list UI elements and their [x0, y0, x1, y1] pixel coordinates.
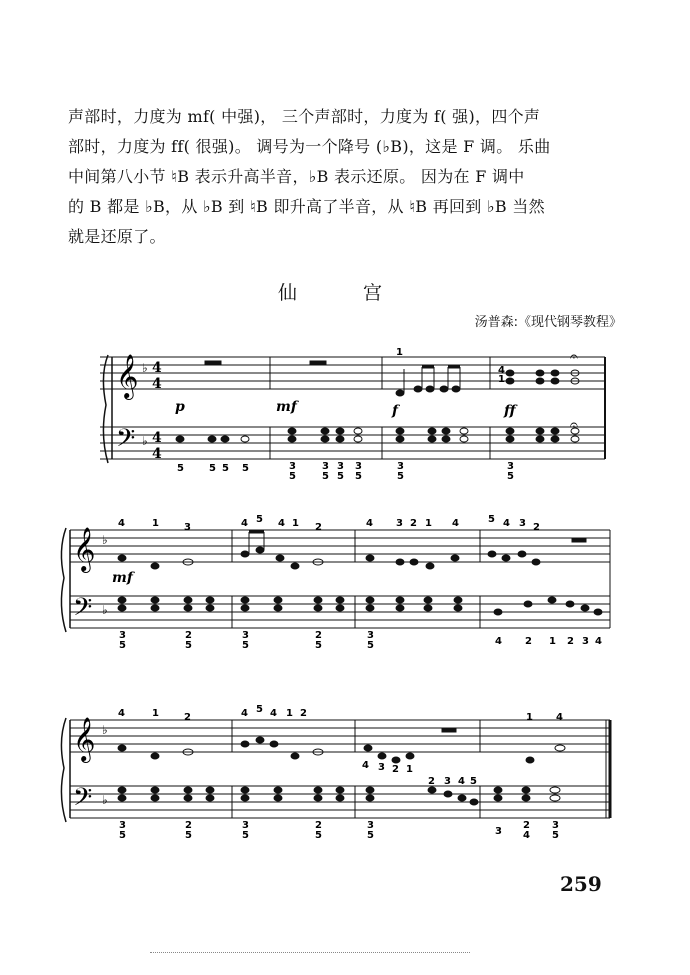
svg-text:4: 4 [556, 712, 563, 723]
svg-text:5: 5 [315, 640, 322, 651]
fermata-icon: 𝄐 [570, 349, 578, 365]
svg-text:5: 5 [119, 640, 126, 651]
svg-text:3: 3 [119, 630, 126, 641]
svg-text:5: 5 [185, 830, 192, 841]
treble-clef-icon: 𝄞 [73, 527, 96, 571]
svg-text:5: 5 [289, 471, 296, 482]
flat-icon: ♭ [102, 723, 108, 737]
svg-text:5: 5 [315, 830, 322, 841]
svg-text:3: 3 [378, 762, 385, 773]
svg-text:3: 3 [495, 826, 502, 837]
svg-text:3: 3 [367, 630, 374, 641]
svg-text:2: 2 [567, 636, 574, 647]
svg-text:5: 5 [242, 463, 249, 474]
body-paragraph [68, 102, 628, 252]
svg-text:4: 4 [452, 518, 459, 529]
svg-text:3: 3 [119, 820, 126, 831]
svg-text:4: 4 [241, 708, 248, 719]
svg-text:3: 3 [444, 776, 451, 787]
svg-text:4: 4 [523, 830, 530, 841]
treble-clef-icon: 𝄞 [116, 354, 139, 398]
svg-text:5: 5 [119, 830, 126, 841]
svg-text:1: 1 [292, 518, 299, 529]
svg-text:5: 5 [322, 471, 329, 482]
footer-divider [150, 952, 470, 954]
svg-text:2: 2 [315, 630, 322, 641]
treble-clef-icon: 𝄞 [73, 717, 96, 761]
dynamic-marking: p [175, 399, 185, 415]
time-signature-bottom: 4 [152, 446, 162, 462]
svg-text:2: 2 [184, 712, 191, 723]
dynamic-marking: f [392, 403, 399, 419]
svg-text:5: 5 [355, 471, 362, 482]
svg-text:4: 4 [270, 708, 277, 719]
svg-text:5: 5 [242, 830, 249, 841]
svg-text:1: 1 [549, 636, 556, 647]
fermata-icon: 𝄐 [570, 417, 578, 433]
svg-text:3: 3 [337, 461, 344, 472]
svg-text:5: 5 [256, 704, 263, 715]
svg-text:4: 4 [498, 365, 505, 376]
svg-text:5: 5 [488, 514, 495, 525]
time-signature-bottom: 4 [152, 376, 162, 392]
svg-text:2: 2 [315, 522, 322, 533]
dynamic-marking: ff [504, 403, 516, 419]
svg-text:3: 3 [322, 461, 329, 472]
piece-title: 仙 宫 [277, 282, 413, 304]
svg-text:5: 5 [367, 640, 374, 651]
svg-text:1: 1 [152, 708, 159, 719]
paragraph-line: 部时，力度为 ff( 很强)。 调号为一个降号 (♭B)，这是 F 调。 乐曲 [68, 137, 551, 156]
svg-text:3: 3 [242, 820, 249, 831]
flat-icon: ♭ [142, 361, 148, 375]
svg-text:5: 5 [367, 830, 374, 841]
score-system-1 [100, 345, 630, 485]
svg-text:3: 3 [355, 461, 362, 472]
svg-text:1: 1 [526, 712, 533, 723]
svg-text:3: 3 [507, 461, 514, 472]
svg-text:3: 3 [397, 461, 404, 472]
flat-icon: ♭ [142, 434, 148, 448]
svg-text:2: 2 [533, 522, 540, 533]
flat-icon: ♭ [102, 793, 108, 807]
svg-text:1: 1 [425, 518, 432, 529]
paragraph-line: 声部时，力度为 mf( 中强)， 三个声部时，力度为 f( 强)，四个声 [68, 107, 541, 126]
page-number: 259 [560, 872, 602, 896]
paragraph-line: 中间第八小节 ♮B 表示升高半音，♭B 表示还原。 因为在 F 调中 [68, 167, 525, 186]
svg-text:3: 3 [582, 636, 589, 647]
svg-text:3: 3 [552, 820, 559, 831]
svg-text:2: 2 [523, 820, 530, 831]
svg-text:2: 2 [300, 708, 307, 719]
svg-text:2: 2 [525, 636, 532, 647]
svg-text:3: 3 [396, 518, 403, 529]
svg-text:4: 4 [595, 636, 602, 647]
svg-text:5: 5 [222, 463, 229, 474]
bass-clef-icon: 𝄢 [73, 783, 93, 818]
score-system-2 [60, 510, 620, 660]
svg-text:5: 5 [185, 640, 192, 651]
svg-text:2: 2 [392, 764, 399, 775]
svg-text:3: 3 [367, 820, 374, 831]
note-icon [396, 390, 404, 396]
svg-text:5: 5 [397, 471, 404, 482]
svg-text:5: 5 [242, 640, 249, 651]
svg-text:5: 5 [177, 463, 184, 474]
svg-text:2: 2 [410, 518, 417, 529]
svg-text:1: 1 [396, 347, 403, 358]
svg-text:4: 4 [503, 518, 510, 529]
paragraph-line: 的 B 都是 ♭B，从 ♭B 到 ♮B 即升高了半音，从 ♮B 再回到 ♭B 当然 [68, 197, 545, 216]
svg-text:5: 5 [337, 471, 344, 482]
svg-text:4: 4 [366, 518, 373, 529]
paragraph-line: 就是还原了。 [68, 227, 166, 246]
flat-icon: ♭ [102, 533, 108, 547]
svg-text:5: 5 [256, 514, 263, 525]
svg-text:3: 3 [519, 518, 526, 529]
svg-text:3: 3 [242, 630, 249, 641]
flat-icon: ♭ [102, 603, 108, 617]
svg-text:5: 5 [552, 830, 559, 841]
svg-text:3: 3 [289, 461, 296, 472]
dynamic-marking: mf [112, 570, 133, 586]
whole-rest-icon [205, 361, 221, 365]
svg-text:5: 5 [470, 776, 477, 787]
piece-credit: 汤普森:《现代钢琴教程》 [474, 315, 622, 330]
svg-text:4: 4 [495, 636, 502, 647]
svg-text:2: 2 [185, 630, 192, 641]
svg-text:2: 2 [185, 820, 192, 831]
svg-text:4: 4 [118, 708, 125, 719]
time-signature-top: 4 [152, 360, 162, 376]
svg-text:1: 1 [406, 764, 413, 775]
svg-text:1: 1 [498, 374, 505, 385]
svg-text:2: 2 [315, 820, 322, 831]
svg-text:4: 4 [118, 518, 125, 529]
time-signature-top: 4 [152, 430, 162, 446]
svg-text:4: 4 [241, 518, 248, 529]
dynamic-marking: mf [276, 399, 297, 415]
whole-rest-icon [310, 361, 326, 365]
score-system-3 [60, 700, 620, 850]
svg-text:1: 1 [286, 708, 293, 719]
svg-text:1: 1 [152, 518, 159, 529]
svg-text:2: 2 [428, 776, 435, 787]
svg-text:4: 4 [458, 776, 465, 787]
bass-clef-icon: 𝄢 [73, 593, 93, 628]
svg-text:4: 4 [278, 518, 285, 529]
svg-text:5: 5 [209, 463, 216, 474]
svg-text:3: 3 [184, 522, 191, 533]
svg-text:4: 4 [362, 760, 369, 771]
bass-clef-icon: 𝄢 [116, 424, 136, 459]
svg-text:5: 5 [507, 471, 514, 482]
